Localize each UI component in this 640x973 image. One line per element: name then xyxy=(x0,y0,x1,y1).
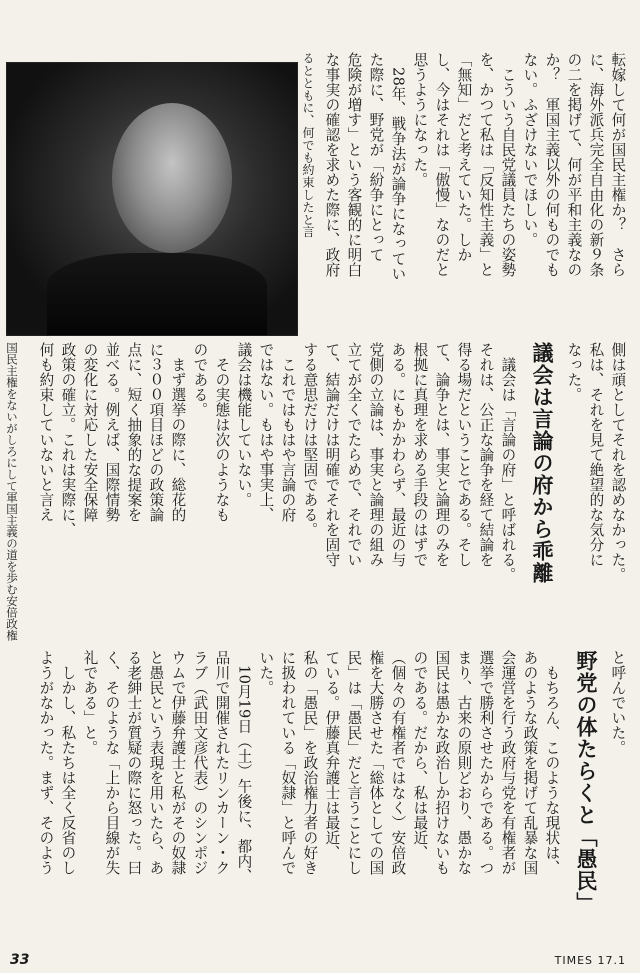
section-heading: 野党の体たらくと「愚民」 xyxy=(574,650,598,914)
text-column: 私は、それを見て絶望的な気分に xyxy=(587,342,605,567)
text-column: な事実の確認を求めた際に、政府 xyxy=(323,52,341,277)
text-column: ウムで伊藤弁護士と私がその奴隷 xyxy=(169,650,187,875)
text-column: 何も約束していないと言え xyxy=(37,342,55,522)
text-column: 品川で開催されたリンカーン・ク xyxy=(213,650,231,875)
text-column: に３００項目ほどの政策論 xyxy=(147,342,165,522)
text-column: 根拠に真理を求める手段のはずで xyxy=(411,342,429,567)
text-column: を、かつて私は「反知性主義」と xyxy=(477,52,495,277)
portrait-photo xyxy=(6,62,298,336)
text-column: 権を大勝させた「総体としての国 xyxy=(367,650,385,875)
text-column: る老紳士が質疑の際に怒った。曰 xyxy=(125,650,143,875)
text-column: 私の「愚民」を政治権力者の好き xyxy=(301,650,319,875)
text-column: これではもはや言論の府 xyxy=(279,342,297,522)
text-column: 民」は「愚民」だと言うことにし xyxy=(345,650,363,875)
text-column: 政策の確立。これは実際に、 xyxy=(59,342,77,537)
text-column: こういう自民党議員たちの姿勢 xyxy=(499,52,517,277)
text-column: なった。 xyxy=(565,342,583,402)
text-column: て、論争とは、事実と論理のみを xyxy=(433,342,451,567)
text-column: 28年、戦争法が論争になってい xyxy=(389,52,407,282)
text-column: のである。だから、私は最近、 xyxy=(411,650,429,860)
text-column: て、結論だけは明確でそれを固守 xyxy=(323,342,341,567)
text-column: の二を掲げて、何が平和主義なの xyxy=(565,52,583,277)
text-column: 国民は愚かな政治しか招けないも xyxy=(433,650,451,875)
text-column: まず選挙の際に、総花的 xyxy=(169,342,187,522)
text-column: 「無知」だと考えていた。しか xyxy=(455,52,473,262)
text-column: ある。にもかかわらず、最近の与 xyxy=(389,342,407,567)
text-column: 10月19日（土）午後に、都内、 xyxy=(235,650,253,884)
text-column: に扱われている「奴隷」と呼んで xyxy=(279,650,297,875)
text-column: 側は頑としてそれを認めなかった。 xyxy=(609,342,627,582)
text-column: く、そのような「上から目線が失 xyxy=(103,650,121,875)
text-column: 議会は機能していない。 xyxy=(235,342,253,507)
text-column: のである。 xyxy=(191,342,209,417)
photo-caption: 国民主権をないがしろにして軍国主義の道を歩む安倍政権 xyxy=(5,342,19,641)
text-column: ではない。もはや事実上、 xyxy=(257,342,275,522)
text-column: し、今はそれは「傲慢」なのだと xyxy=(433,52,451,277)
text-column: るとともに、何でも約束したと言 xyxy=(301,52,315,238)
text-column: まり、古来の原則どおり、愚かな xyxy=(455,650,473,875)
magazine-issue: TIMES 17.1 xyxy=(554,954,626,967)
text-column: 並べる。例えば、国際情勢 xyxy=(103,342,121,522)
text-column: の変化に対応した安全保障 xyxy=(81,342,99,522)
text-column: ない。ふざけないでほしい。 xyxy=(521,52,539,247)
text-column: 礼である」と。 xyxy=(81,650,99,755)
text-column: それは、公正な論争を経て結論を xyxy=(477,342,495,567)
text-column: 議会は「言論の府」と呼ばれる。 xyxy=(499,342,517,582)
text-column: か？ 軍国主義以外の何ものでも xyxy=(543,52,561,277)
text-column: する意思だけは堅固である。 xyxy=(301,342,319,537)
text-column: 党側の立論は、事実と論理の組み xyxy=(367,342,385,567)
text-column: その実態は次のようなも xyxy=(213,342,231,522)
text-column: 危険が増す」という客観的に明白 xyxy=(345,52,363,277)
text-column: 得る場だということである。そし xyxy=(455,342,473,567)
text-column: に、海外派兵完全自由化の新９条 xyxy=(587,52,605,277)
text-column: いた。 xyxy=(257,650,275,695)
portrait-face xyxy=(112,103,232,253)
text-column: 会運営を行う政府与党を有権者が xyxy=(499,650,517,875)
text-column: ラブ（武田文彦代表）のシンポジ xyxy=(191,650,209,875)
text-column: 選挙で勝利させたからである。つ xyxy=(477,650,495,875)
text-column: ている。伊藤真弁護士は最近、 xyxy=(323,650,341,860)
text-column: あのような政策を掲げて乱暴な国 xyxy=(521,650,539,875)
text-column: しかし、私たちは全く反省のし xyxy=(59,650,77,875)
text-column: ようがなかった。まず、そのよう xyxy=(37,650,55,875)
text-column: （個々の有権者ではなく）安倍政 xyxy=(389,650,407,875)
text-column: た際に、野党が「紛争にとって xyxy=(367,52,385,262)
text-column: もちろん、このような現状は、 xyxy=(543,650,561,875)
portrait-suit xyxy=(47,253,267,335)
text-column: 立てが全くでたらめで、それでい xyxy=(345,342,363,567)
text-column: と愚民という表現を用いたら、あ xyxy=(147,650,165,875)
text-column: と呼んでいた。 xyxy=(609,650,627,755)
section-heading: 議会は言論の府から乖離 xyxy=(530,342,554,584)
page-number: 33 xyxy=(10,952,30,968)
text-column: 思うようになった。 xyxy=(411,52,429,187)
text-column: 転嫁して何が国民主権か？ さら xyxy=(609,52,627,277)
text-column: 点に、短く抽象的な提案を xyxy=(125,342,143,522)
